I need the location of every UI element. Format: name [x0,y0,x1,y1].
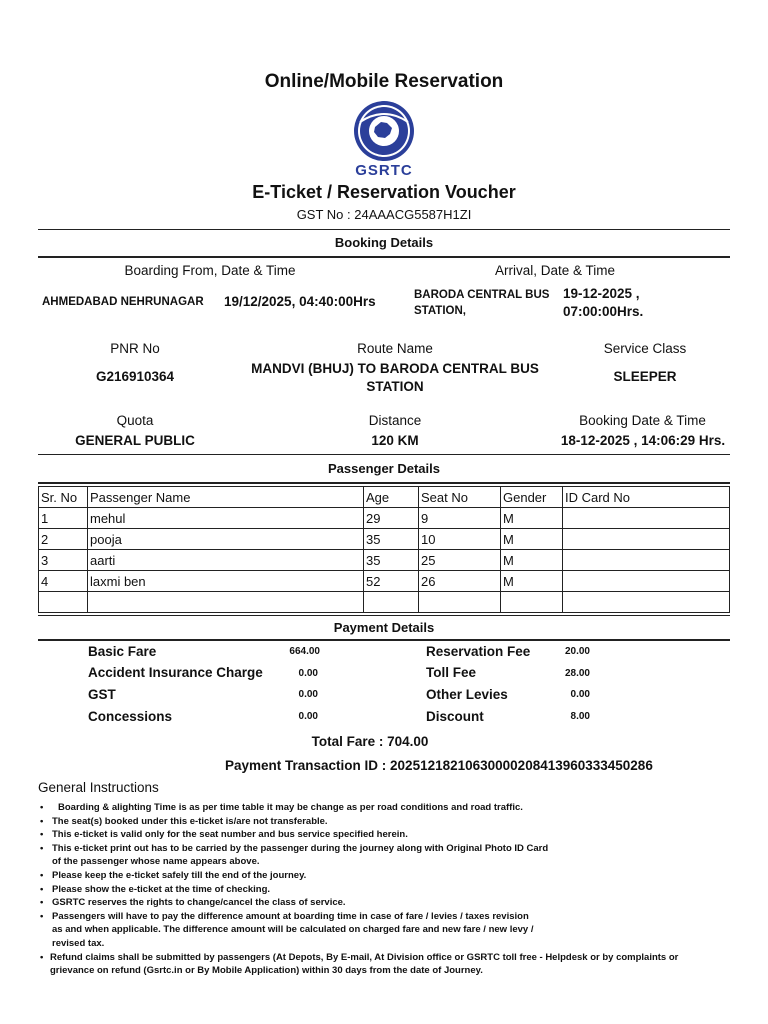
table-cell [88,592,364,613]
list-item: • Passengers will have to pay the difference amount at boarding time in case of fare / levies / taxes revision as and when applicable. The difference amount will be calculated on charged fare and new fare / new levy / revised tax. [38,910,537,951]
distance-value: 120 KM [371,433,419,448]
table-cell: 25 [419,550,501,571]
fare-value: 0.00 [298,668,318,679]
table-cell: mehul [88,508,364,529]
table-row [39,529,730,550]
list-item: • Refund claims shall be submitted by passengers (At Depots, By E-mail, At Division office or GSRTC toll free - Helpdesk or by complaints or grievance on refund (Gsrtc.in or By Mobile Application) within 30 days from the date of Journey. [38,951,720,978]
fare-label: GST [88,687,116,702]
distance-label: Distance [368,413,422,428]
list-item: • Please keep the e-ticket safely till the end of the journey. [38,869,728,883]
gst-number: GST No : 24AAACG5587H1ZI [296,207,472,222]
table-row [39,508,730,529]
booking-section-title: Booking Details [334,235,434,250]
table-cell: M [501,529,563,550]
col-header: Seat No [419,487,501,508]
divider [38,256,730,258]
list-item: • Please show the e-ticket at the time of checking. [38,883,728,897]
arrival-label: Arrival, Date & Time [494,263,616,278]
table-cell [39,592,88,613]
fare-value: 20.00 [564,646,590,657]
col-header: Sr. No [39,487,88,508]
table-cell: 4 [39,571,88,592]
table-cell [419,592,501,613]
table-cell [563,529,730,550]
col-header: Gender [501,487,563,508]
table-cell: pooja [88,529,364,550]
instructions-title: General Instructions [38,780,159,795]
table-cell: laxmi ben [88,571,364,592]
fare-value: 664.00 [289,646,320,657]
route-value: MANDVI (BHUJ) TO BARODA CENTRAL BUS STATION [251,361,539,394]
table-cell: 52 [364,571,419,592]
table-cell: M [501,550,563,571]
table-cell: 1 [39,508,88,529]
fare-label: Basic Fare [88,644,157,659]
class-value: SLEEPER [613,369,677,384]
divider [38,229,730,230]
fare-value: 0.00 [298,689,318,700]
list-item: • This e-ticket is valid only for the seat number and bus service specified herein. [38,828,728,842]
table-row [39,592,730,613]
instructions-list [38,801,728,978]
table-cell: M [501,508,563,529]
table-cell [563,508,730,529]
divider [38,615,730,616]
booking-date-value: 18-12-2025 , 14:06:29 Hrs. [560,433,726,448]
table-header-row [39,487,730,508]
table-cell: 35 [364,550,419,571]
col-header: ID Card No [563,487,730,508]
table-cell: 9 [419,508,501,529]
table-cell: 2 [39,529,88,550]
total-fare: Total Fare : 704.00 [311,734,429,749]
col-header: Age [364,487,419,508]
table-cell [563,592,730,613]
transaction-id: Payment Transaction ID : 20251218210630000208413960333450286 [225,758,653,773]
arrival-time: 19-12-2025 , 07:00:00Hrs. [563,286,644,319]
fare-label: Discount [426,709,484,724]
list-item: • Boarding & alighting Time is as per time table it may be change as per road conditions and road traffic. [38,801,728,815]
payment-section-title: Payment Details [333,620,435,635]
passenger-section-title: Passenger Details [327,461,440,476]
divider [38,639,730,641]
list-item: • This e-ticket print out has to be carried by the passenger during the journey along with Original Photo ID Card of the passenger whose name appears above. [38,842,552,869]
table-cell: aarti [88,550,364,571]
voucher-title: E-Ticket / Reservation Voucher [252,182,516,202]
quota-label: Quota [116,413,154,428]
table-cell: 29 [364,508,419,529]
table-cell: 10 [419,529,501,550]
pnr-label: PNR No [110,341,160,356]
table-cell [364,592,419,613]
fare-label: Reservation Fee [426,644,531,659]
page-title: Online/Mobile Reservation [264,71,504,92]
table-cell: 26 [419,571,501,592]
boarding-time: 19/12/2025, 04:40:00Hrs [224,294,376,309]
fare-label: Other Levies [426,687,508,702]
quota-value: GENERAL PUBLIC [75,433,195,448]
divider [38,454,730,455]
logo-text: GSRTC [355,162,413,179]
fare-value: 0.00 [570,689,590,700]
table-cell [563,550,730,571]
fare-label: Toll Fee [426,665,477,680]
table-row [39,571,730,592]
table-cell: M [501,571,563,592]
fare-value: 28.00 [564,668,590,679]
fare-label: Accident Insurance Charge [88,665,263,680]
fare-value: 0.00 [298,711,318,722]
arrival-place: BARODA CENTRAL BUS STATION, [414,289,550,317]
divider [38,482,730,484]
class-label: Service Class [603,341,687,356]
fare-value: 8.00 [570,711,590,722]
list-item: • The seat(s) booked under this e-ticket is/are not transferable. [38,815,728,829]
route-label: Route Name [357,341,433,356]
table-cell: 3 [39,550,88,571]
table-cell [501,592,563,613]
list-item: • GSRTC reserves the rights to change/cancel the class of service. [38,896,728,910]
booking-date-label: Booking Date & Time [579,413,706,428]
table-cell: 35 [364,529,419,550]
col-header: Passenger Name [88,487,364,508]
table-cell [563,571,730,592]
table-row [39,550,730,571]
fare-label: Concessions [88,709,173,724]
boarding-label: Boarding From, Date & Time [124,263,296,278]
gsrtc-logo [345,100,423,162]
passenger-table [38,486,730,613]
boarding-place: AHMEDABAD NEHRUNAGAR [42,296,204,308]
pnr-value: G216910364 [95,369,175,384]
